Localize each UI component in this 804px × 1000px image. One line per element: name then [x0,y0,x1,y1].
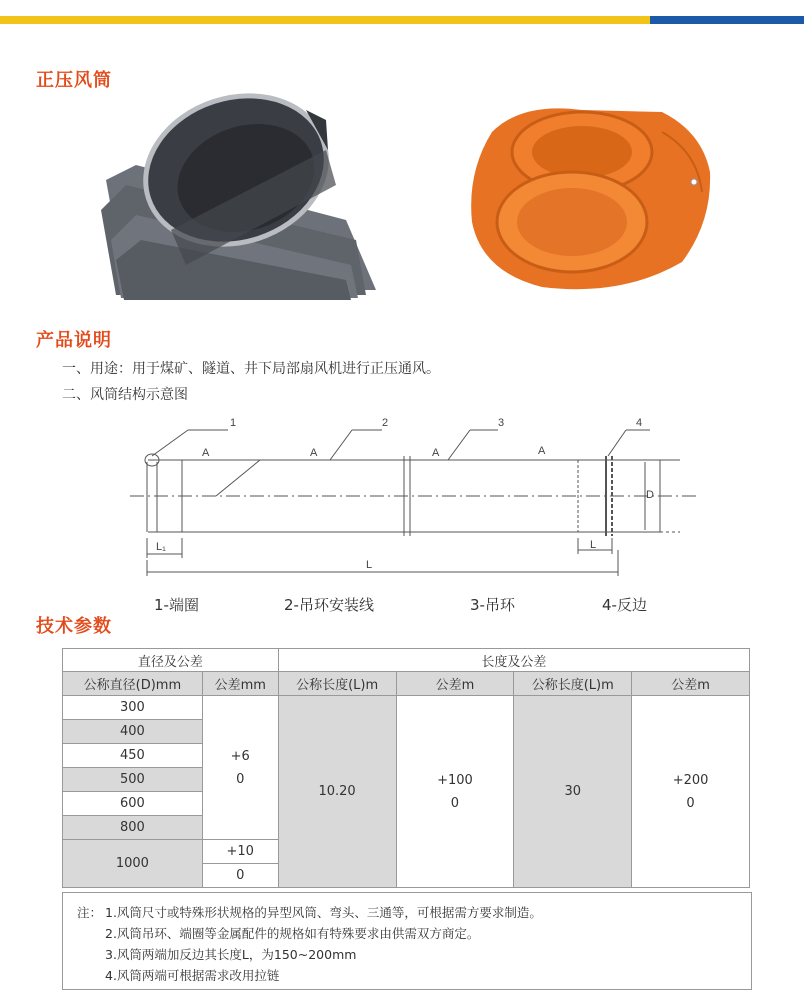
gray-duct-photo [96,90,396,300]
section-mark-a-4: A [538,445,546,457]
callout-4: 4 [636,417,643,429]
diagram-caption: 二、风筒结构示意图 [62,387,188,403]
diameter-label: D [646,489,654,501]
length-cell-2: 30 [514,696,632,888]
note-line-2: 2.风筒吊环、端圈等金属配件的规格如有特殊要求由供需双方商定。 [105,926,480,941]
section-mark-a-3: A [432,447,440,459]
diameter-cell: 500 [63,768,203,792]
header-tolerance-m-1: 公差m [396,672,514,696]
note-line-1: 1.风筒尺寸或特殊形状规格的异型风筒、弯头、三通等，可根据需方要求制造。 [105,905,542,920]
diameter-cell: 1000 [63,840,203,888]
length-tolerance-2-upper: +200 [672,772,709,788]
diameter-tolerance-b-upper: +10 [202,840,278,864]
top-decorative-bar [0,16,804,24]
note-line-4: 4.风筒两端可根据需求改用拉链 [105,968,280,983]
legend-hanger-line: 2-吊环安装线 [284,596,374,614]
l1-dimension-label: L₁ [156,541,166,553]
diameter-cell: 450 [63,744,203,768]
tolerance-a-upper: +6 [230,748,250,764]
length-tolerance-1-lower: 0 [450,795,460,811]
length-tolerance-2-lower: 0 [686,795,695,811]
orange-duct-photo [462,92,716,302]
diameter-cell: 300 [63,696,203,720]
section-mark-a-2: A [310,447,318,459]
duct-structure-diagram [120,400,720,590]
spec-table [62,648,750,888]
length-tolerance-2 [632,696,750,888]
section-title-positive-pressure-duct: 正压风筒 [36,70,112,91]
callout-1: 1 [230,417,237,429]
section-title-product-description: 产品说明 [36,330,112,351]
total-length-label: L [366,559,373,571]
diameter-cell: 400 [63,720,203,744]
callout-3: 3 [498,417,505,429]
header-length-tolerance: 长度及公差 [278,649,749,672]
usage-description: 一、用途：用于煤矿、隧道、井下局部扇风机进行正压通风。 [62,361,440,377]
legend-hanger-ring: 3-吊环 [470,596,515,614]
legend-end-ring: 1-端圈 [154,596,199,614]
top-bar-yellow [0,16,650,24]
section-mark-a-1: A [202,447,210,459]
section-title-technical-parameters: 技术参数 [36,616,112,637]
header-nominal-length-2: 公称长度(L)m [514,672,632,696]
notes-label: 注： [77,905,103,920]
fold-length-label: L [590,539,597,551]
header-nominal-length-1: 公称长度(L)m [278,672,396,696]
note-line-3: 3.风筒两端加反边其长度L，为150~200mm [105,947,357,962]
header-tolerance-mm: 公差mm [202,672,278,696]
tolerance-a-lower: 0 [236,771,245,787]
diameter-tolerance-a [202,696,278,840]
legend-fold-edge: 4-反边 [602,596,647,614]
diameter-tolerance-b-lower: 0 [202,864,278,888]
diameter-cell: 600 [63,792,203,816]
notes-box [62,892,752,990]
header-nominal-diameter: 公称直径(D)mm [63,672,203,696]
table-header-row-1 [63,649,750,672]
length-tolerance-1-upper: +100 [437,772,473,788]
callout-2: 2 [382,417,389,429]
top-bar-blue [650,16,804,24]
length-tolerance-1 [396,696,514,888]
header-diameter-tolerance: 直径及公差 [63,649,279,672]
table-header-row-2 [63,672,750,696]
length-cell-1: 10.20 [278,696,396,888]
table-row [63,696,750,720]
diameter-cell: 800 [63,816,203,840]
header-tolerance-m-2: 公差m [632,672,750,696]
